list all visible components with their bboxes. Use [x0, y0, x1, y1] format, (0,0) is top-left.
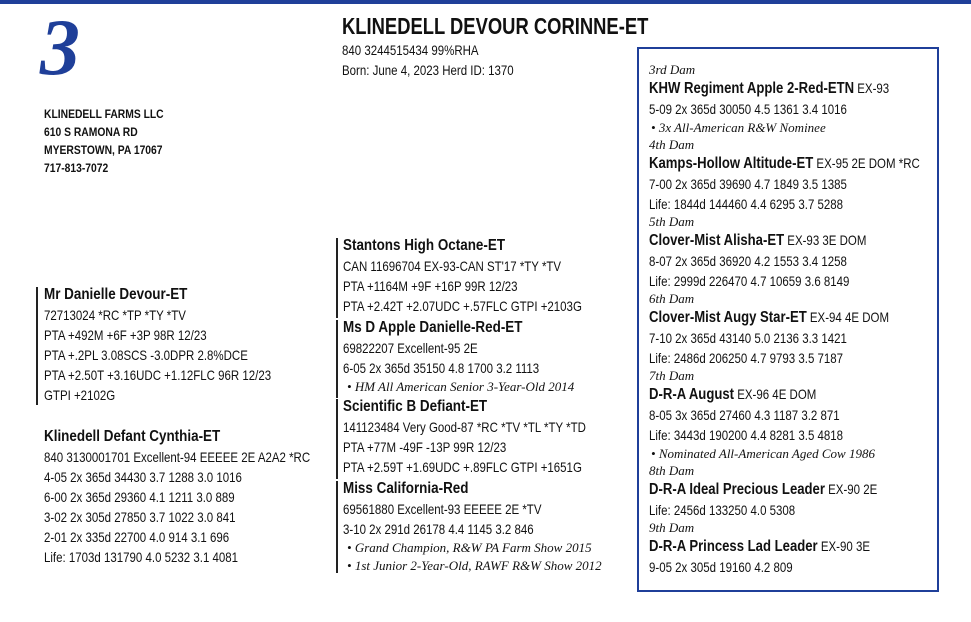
dam-dam-record: 3-10 2x 291d 26178 4.4 1145 3.2 846 [343, 521, 534, 537]
dam-8 [649, 463, 971, 520]
dam-sire-line: PTA +77M -49F -13P 99R 12/23 [343, 439, 507, 455]
dam-generation-label: 6th Dam [649, 291, 695, 306]
dam-note: • Nominated All-American Aged Cow 1986 [651, 446, 875, 461]
sire-dam-note: • HM All American Senior 3-Year-Old 2014 [347, 379, 575, 394]
dam-record: Life: 2999d 226470 4.7 10659 3.6 8149 [649, 273, 850, 289]
dam-record: Life: 1703d 131790 4.0 5232 3.1 4081 [44, 549, 239, 565]
lot-number: 3 [40, 4, 80, 92]
sire-name: Mr Danielle Devour-ET [44, 286, 188, 303]
sire-sire-reg: CAN 11696704 EX-93-CAN ST'17 *TY *TV [343, 258, 562, 274]
sire-dam-block [343, 317, 582, 396]
dam-record: Life: 2456d 133250 4.0 5308 [649, 502, 796, 518]
sire-dam-reg: 69822207 Excellent-95 2E [343, 340, 478, 356]
dam-line [649, 62, 971, 577]
animal-born: Born: June 4, 2023 Herd ID: 1370 [342, 62, 514, 78]
dam-sire-line: PTA +2.59T +1.69UDC +.89FLC GTPI +1651G [343, 459, 582, 475]
dam-note: • 3x All-American R&W Nominee [651, 120, 826, 135]
dam-generation-label: 3rd Dam [649, 62, 696, 77]
dam-dam-bracket [336, 481, 338, 573]
dam-dam-note: • Grand Champion, R&W PA Farm Show 2015 [347, 540, 592, 555]
sire-dam-name: Ms D Apple Danielle-Red-ET [343, 319, 523, 336]
consignor-block [44, 105, 183, 177]
dam-record: 3-02 2x 305d 27850 3.7 1022 3.0 841 [44, 509, 236, 525]
dam-record: Life: 3443d 190200 4.4 8281 3.5 4818 [649, 427, 844, 443]
dam-record: 4-05 2x 365d 34430 3.7 1288 3.0 1016 [44, 469, 242, 485]
sire-dam-bracket [336, 320, 338, 398]
sire-block [44, 284, 321, 405]
dam-name: Klinedell Defant Cynthia-ET [44, 428, 221, 445]
dam-generation-label: 4th Dam [649, 137, 695, 152]
sire-bracket [36, 287, 38, 405]
sire-line: GTPI +2102G [44, 387, 116, 403]
sire-sire-bracket [336, 238, 338, 318]
dam-7 [649, 368, 971, 463]
dam-sire-reg: 141123484 Very Good-87 *RC *TV *TL *TY *TD [343, 419, 586, 435]
dam-record: 8-05 3x 365d 27460 4.3 1187 3.2 871 [649, 407, 840, 423]
sire-dam-record: 6-05 2x 365d 35150 4.8 1700 3.2 1113 [343, 360, 540, 376]
dam-4 [649, 137, 971, 214]
dam-name-line: D-R-A Princess Lad Leader EX-90 3E [649, 538, 871, 555]
dam-record: 8-07 2x 365d 36920 4.2 1553 3.4 1258 [649, 253, 847, 269]
dam-generation-label: 5th Dam [649, 214, 695, 229]
dam-dam-name: Miss California-Red [343, 480, 469, 497]
sire-sire-line: PTA +2.42T +2.07UDC +.57FLC GTPI +2103G [343, 298, 582, 314]
consignor-address: 610 S RAMONA RD [44, 125, 138, 139]
dam-record: 7-10 2x 365d 43140 5.0 2136 3.3 1421 [649, 330, 847, 346]
dam-reg: 840 3130001701 Excellent-94 EEEEE 2E A2A2 *RC [44, 449, 311, 465]
consignor-name: KLINEDELL FARMS LLC [44, 107, 164, 121]
sire-reg: 72713024 *RC *TP *TY *TV [44, 307, 186, 323]
dam-record: Life: 2486d 206250 4.7 9793 3.5 7187 [649, 350, 844, 366]
dam-6 [649, 291, 971, 368]
dam-generation-label: 8th Dam [649, 463, 695, 478]
dam-record: 7-00 2x 365d 39690 4.7 1849 3.5 1385 [649, 176, 847, 192]
dam-3 [649, 62, 971, 137]
consignor-city: MYERSTOWN, PA 17067 [44, 143, 163, 157]
dam-generation-label: 9th Dam [649, 520, 695, 535]
sire-line: PTA +492M +6F +3P 98R 12/23 [44, 327, 207, 343]
sire-line: PTA +2.50T +3.16UDC +1.12FLC 96R 12/23 [44, 367, 272, 383]
dam-name-line: Clover-Mist Augy Star-ET EX-94 4E DOM [649, 309, 890, 326]
dam-block [44, 426, 369, 567]
dam-record: 6-00 2x 365d 29360 4.1 1211 3.0 889 [44, 489, 235, 505]
dam-sire-bracket [336, 399, 338, 479]
dam-generation-label: 7th Dam [649, 368, 695, 383]
consignor-phone: 717-813-7072 [44, 161, 109, 175]
sire-line: PTA +.2PL 3.08SCS -3.0DPR 2.8%DCE [44, 347, 248, 363]
dam-9 [649, 520, 971, 577]
dam-dam-reg: 69561880 Excellent-93 EEEEE 2E *TV [343, 501, 542, 517]
dam-name-line: Clover-Mist Alisha-ET EX-93 3E DOM [649, 232, 867, 249]
dam-record: 2-01 2x 335d 22700 4.0 914 3.1 696 [44, 529, 230, 545]
animal-registration: 840 3244515434 99%RHA [342, 42, 479, 58]
dam-name-line: D-R-A Ideal Precious Leader EX-90 2E [649, 481, 878, 498]
top-rule [0, 0, 971, 4]
dam-dam-note: • 1st Junior 2-Year-Old, RAWF R&W Show 2012 [347, 558, 602, 573]
dam-sire-block [343, 396, 639, 477]
dam-record: 5-09 2x 365d 30050 4.5 1361 3.4 1016 [649, 101, 847, 117]
dam-name-line: D-R-A August EX-96 4E DOM [649, 386, 817, 403]
dam-name-line: KHW Regiment Apple 2-Red-ETN EX-93 [649, 80, 890, 97]
dam-5 [649, 214, 971, 291]
dam-record: 9-05 2x 305d 19160 4.2 809 [649, 559, 793, 575]
animal-name: KLINEDELL DEVOUR CORINNE-ET [342, 13, 649, 39]
sire-sire-line: PTA +1164M +9F +16P 99R 12/23 [343, 278, 518, 294]
dam-dam-block [343, 478, 602, 575]
sire-sire-name: Stantons High Octane-ET [343, 237, 506, 254]
dam-sire-name: Scientific B Defiant-ET [343, 398, 488, 415]
dam-name-line: Kamps-Hollow Altitude-ET EX-95 2E DOM *RC [649, 155, 920, 172]
sire-sire-block [343, 235, 634, 316]
dam-record: Life: 1844d 144460 4.4 6295 3.7 5288 [649, 196, 844, 212]
